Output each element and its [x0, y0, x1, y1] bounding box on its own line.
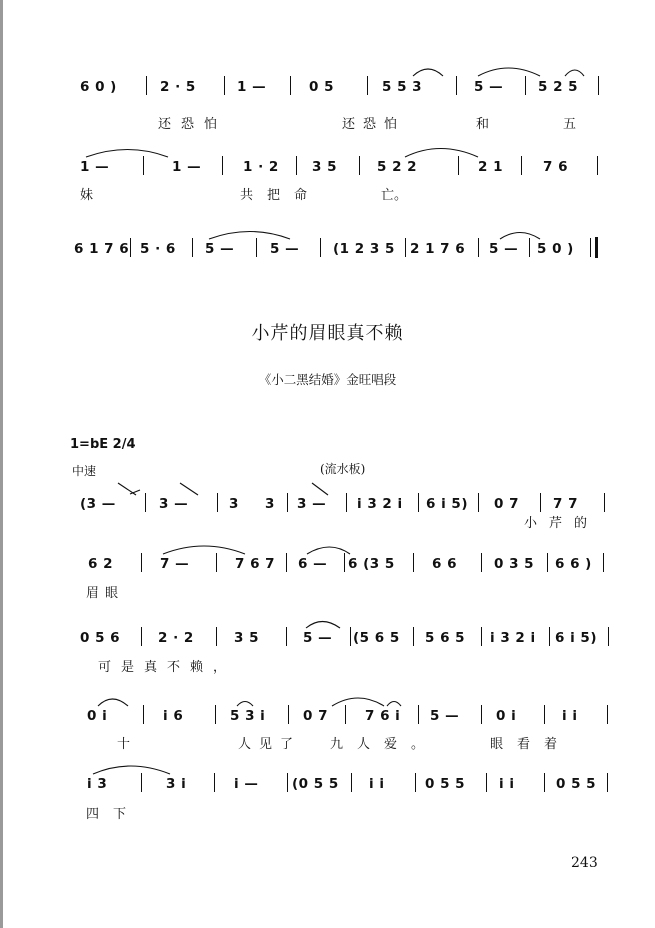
- barline: [141, 553, 142, 572]
- lyric: 还恐怕: [158, 117, 228, 132]
- barline: [351, 773, 352, 792]
- note-group: 5 —: [474, 79, 504, 95]
- barline: [415, 773, 416, 792]
- note-group: 5 —: [430, 708, 460, 724]
- barline: [287, 493, 288, 512]
- barline: [608, 627, 609, 646]
- note-group: 6 i 5): [426, 496, 468, 512]
- note-group: (5 6 5: [353, 630, 400, 646]
- note-group: 0 5 6: [80, 630, 121, 646]
- note-group: 6 6 ): [555, 556, 592, 572]
- note-group: 5 —: [489, 241, 519, 257]
- note-group: i i: [499, 776, 515, 792]
- note-group: 5 · 6: [140, 241, 176, 257]
- barline: [345, 705, 346, 724]
- lyric: 和: [476, 117, 490, 132]
- note-group: (1 2 3 5: [333, 241, 395, 257]
- barline: [481, 553, 482, 572]
- barline: [143, 156, 144, 175]
- barline: [481, 705, 482, 724]
- note-group: 7 —: [160, 556, 190, 572]
- note-group: 0 7: [494, 496, 519, 512]
- barline: [590, 238, 591, 257]
- barline: [456, 76, 457, 95]
- barline: [141, 773, 142, 792]
- barline: [413, 553, 414, 572]
- note-group: 0 5 5: [425, 776, 466, 792]
- barline: [540, 493, 541, 512]
- note-group: 3 5: [312, 159, 337, 175]
- barline: [525, 76, 526, 95]
- barline: [286, 627, 287, 646]
- barline: [290, 76, 291, 95]
- note-group: 3 —: [159, 496, 189, 512]
- note-group: 0 i: [87, 708, 108, 724]
- barline: [359, 156, 360, 175]
- lyric: 九人爱。: [330, 737, 439, 752]
- note-group: i i: [369, 776, 385, 792]
- barline: [143, 705, 144, 724]
- barline: [146, 76, 147, 95]
- barline: [192, 238, 193, 257]
- barline: [597, 156, 598, 175]
- barline: [215, 705, 216, 724]
- barline: [413, 627, 414, 646]
- note-group: 3: [229, 496, 239, 512]
- note-group: 2 · 2: [158, 630, 194, 646]
- lyric: 眉眼: [86, 586, 125, 601]
- note-group: 7 7: [553, 496, 578, 512]
- note-group: 5 2 5: [538, 79, 579, 95]
- final-barline: [595, 237, 598, 258]
- note-group: 7 6: [543, 159, 568, 175]
- note-group: 5 6 5: [425, 630, 466, 646]
- note-group: 1 —: [172, 159, 202, 175]
- note-group: 0 5 5: [556, 776, 597, 792]
- barline: [256, 238, 257, 257]
- note-group: 2 1: [478, 159, 503, 175]
- barline: [216, 553, 217, 572]
- barline: [367, 76, 368, 95]
- barline: [604, 493, 605, 512]
- lyric: 十: [117, 737, 131, 752]
- barline: [145, 493, 146, 512]
- barline: [296, 156, 297, 175]
- barline: [598, 76, 599, 95]
- song-subtitle: 《小二黑结婚》金旺唱段: [258, 372, 397, 387]
- barline: [287, 773, 288, 792]
- lyric: 还恐怕: [342, 117, 406, 132]
- barline: [224, 76, 225, 95]
- note-group: 0 7: [303, 708, 328, 724]
- note-group: i 3 2 i: [357, 496, 403, 512]
- lyric: 共把命: [240, 188, 322, 203]
- note-group: 6 1 7 6: [74, 241, 130, 257]
- note-group: i i: [562, 708, 578, 724]
- barline: [486, 773, 487, 792]
- barline: [350, 627, 351, 646]
- barline: [607, 773, 608, 792]
- note-group: i 6: [163, 708, 184, 724]
- note-group: 3 —: [297, 496, 327, 512]
- note-group: 6 6: [432, 556, 457, 572]
- note-group: 5 5 3: [382, 79, 423, 95]
- barline: [288, 705, 289, 724]
- note-group: (0 5 5: [292, 776, 339, 792]
- board-label: (流水板): [320, 462, 366, 476]
- note-group: 1 —: [80, 159, 110, 175]
- barline: [344, 553, 345, 572]
- barline: [405, 238, 406, 257]
- barline: [529, 238, 530, 257]
- note-group: 6 0 ): [80, 79, 117, 95]
- barline: [478, 238, 479, 257]
- barline: [222, 156, 223, 175]
- note-group: 6 —: [298, 556, 328, 572]
- note-group: 5 3 i: [230, 708, 266, 724]
- barline: [286, 553, 287, 572]
- note-group: 7 6 i: [365, 708, 401, 724]
- key-signature: 1=bE 2/4: [70, 437, 136, 452]
- barline: [217, 493, 218, 512]
- barline: [130, 238, 131, 257]
- note-group: 1 —: [237, 79, 267, 95]
- note-group: 1 · 2: [243, 159, 279, 175]
- barline: [544, 773, 545, 792]
- song-title: 小芹的眉眼真不赖: [251, 323, 404, 344]
- lyric: 小芹的: [524, 516, 600, 531]
- barline: [458, 156, 459, 175]
- lyric: 可是真不赖，: [98, 660, 237, 675]
- barline: [214, 773, 215, 792]
- barline: [544, 705, 545, 724]
- barline: [521, 156, 522, 175]
- note-group: 3: [265, 496, 275, 512]
- barline: [478, 493, 479, 512]
- note-group: 3 5: [234, 630, 259, 646]
- barline: [346, 493, 347, 512]
- note-group: 2 · 5: [160, 79, 196, 95]
- note-group: 6 (3 5: [348, 556, 395, 572]
- lyric: 四下: [86, 807, 141, 822]
- barline: [547, 553, 548, 572]
- page-left-edge: [0, 0, 3, 928]
- note-group: 0 i: [496, 708, 517, 724]
- lyric: 亡。: [381, 188, 408, 203]
- note-group: 5 —: [270, 241, 300, 257]
- note-group: 6 2: [88, 556, 113, 572]
- note-group: i 3: [87, 776, 108, 792]
- note-group: 0 5: [309, 79, 334, 95]
- tempo-marking: 中速: [72, 464, 97, 478]
- note-group: (3 —: [80, 496, 116, 512]
- barline: [216, 627, 217, 646]
- barline: [603, 553, 604, 572]
- note-group: 6 i 5): [555, 630, 597, 646]
- barline: [141, 627, 142, 646]
- lyric: 五: [563, 117, 577, 132]
- note-group: 3 i: [166, 776, 187, 792]
- note-group: i 3 2 i: [490, 630, 536, 646]
- note-group: 7 6 7: [235, 556, 276, 572]
- note-group: i —: [234, 776, 259, 792]
- note-group: 5 —: [205, 241, 235, 257]
- barline: [481, 627, 482, 646]
- barline: [549, 627, 550, 646]
- barline: [418, 705, 419, 724]
- lyric: 眼看着: [490, 737, 572, 752]
- note-group: 5 2 2: [377, 159, 418, 175]
- barline: [607, 705, 608, 724]
- page-number: 243: [571, 855, 598, 871]
- barline: [418, 493, 419, 512]
- note-group: 2 1 7 6: [410, 241, 466, 257]
- note-group: 5 —: [303, 630, 333, 646]
- note-group: 0 3 5: [494, 556, 535, 572]
- lyric: 妹: [80, 188, 94, 203]
- lyric: 人见了: [238, 737, 302, 752]
- barline: [320, 238, 321, 257]
- note-group: 5 0 ): [537, 241, 574, 257]
